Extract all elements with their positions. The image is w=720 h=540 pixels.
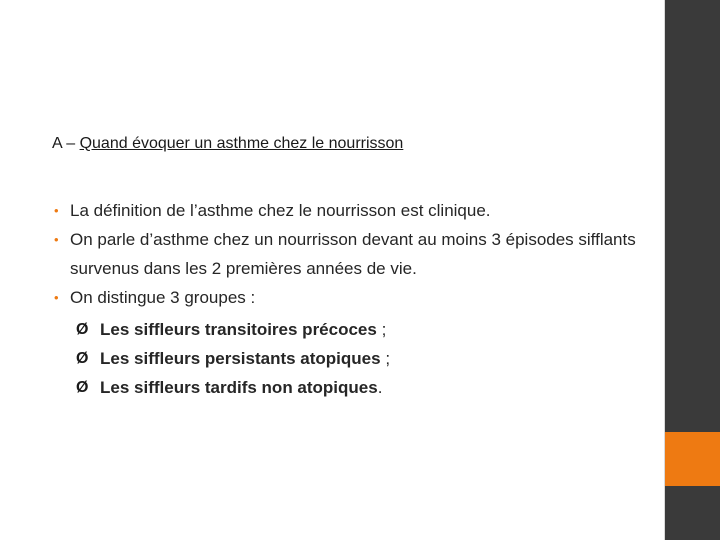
- bullet-list: [54, 196, 654, 312]
- bullet-dot-icon: •: [54, 203, 59, 218]
- slide-title: [52, 132, 403, 156]
- title-main: Quand évoquer un asthme chez le nourrisson: [79, 135, 404, 152]
- group-item-transient: [54, 315, 654, 344]
- sidebar-dark-block: [665, 0, 720, 432]
- group-suffix: ;: [376, 320, 387, 339]
- arrow-bullet-icon: Ø: [76, 321, 89, 338]
- bullet-item-groups: [54, 283, 654, 312]
- sidebar-decoration: [665, 0, 720, 540]
- title-prefix: A –: [52, 135, 80, 152]
- bullet-dot-icon: •: [54, 232, 59, 247]
- bullet-text: On distingue 3 groupes :: [70, 288, 256, 307]
- sidebar-dark-bottom-block: [665, 486, 720, 540]
- group-suffix: ;: [380, 349, 391, 368]
- bullet-text: La définition de l’asthme chez le nourrisson est clinique.: [70, 201, 491, 220]
- bullet-text: On parle d’asthme chez un nourrisson devant au moins 3 épisodes sifflants survenus dans les 2 premières années de vie.: [70, 230, 636, 278]
- bullet-item-definition: [54, 196, 654, 225]
- group-text: Les siffleurs tardifs non atopiques: [100, 378, 378, 397]
- group-item-persistent: [54, 344, 654, 373]
- group-suffix: .: [377, 378, 383, 397]
- sidebar-accent-block: [665, 432, 720, 486]
- group-list: [54, 315, 654, 402]
- bullet-dot-icon: •: [54, 290, 59, 305]
- group-text: Les siffleurs transitoires précoces: [100, 320, 377, 339]
- arrow-bullet-icon: Ø: [76, 350, 89, 367]
- group-text: Les siffleurs persistants atopiques: [100, 349, 381, 368]
- arrow-bullet-icon: Ø: [76, 379, 89, 396]
- group-item-late: [54, 373, 654, 402]
- bullet-item-episodes: [54, 225, 654, 283]
